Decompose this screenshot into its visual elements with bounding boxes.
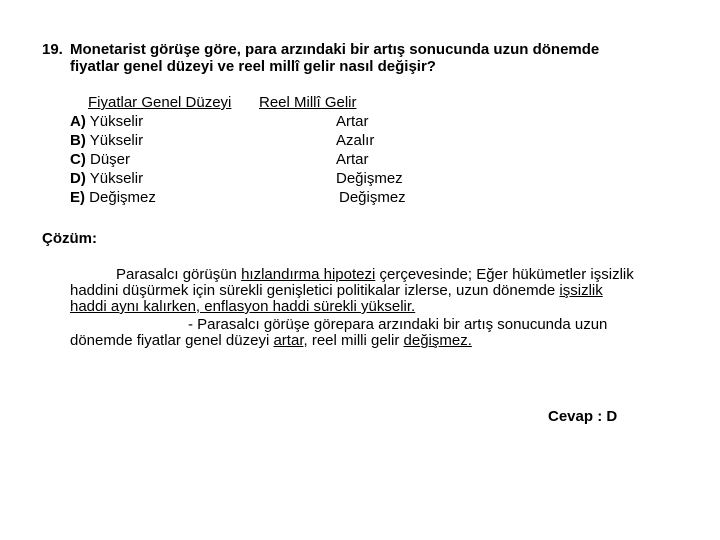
question-line-2: fiyatlar genel düzeyi ve reel millî gelir nasıl değişir? (70, 58, 436, 75)
option-col1: Yükselir (89, 113, 144, 130)
option-letter: B) (70, 132, 86, 149)
option-e-col2: Değişmez (339, 189, 406, 206)
option-letter: A) (70, 113, 86, 130)
solution-text: , reel milli gelir (303, 332, 404, 349)
solution-underlined: hızlandırma hipotezi (241, 266, 376, 283)
solution-line-4: - Parasalcı görüşe görepara arzındaki bir artış sonucunda uzun (188, 316, 608, 333)
solution-underlined: değişmez. (403, 332, 472, 349)
solution-text: çerçevesinde; Eğer hükümetler işsizlik (375, 266, 634, 283)
option-letter: C) (70, 151, 86, 168)
solution-text: dönemde fiyatlar genel düzeyi (70, 332, 274, 349)
option-b-col2: Azalır (336, 132, 375, 149)
option-letter: D) (70, 170, 86, 187)
solution-underlined: artar (273, 332, 304, 349)
solution-line-3: haddi aynı kalırken, enflasyon haddi sürekli yükselir. (70, 298, 416, 315)
option-col1: Düşer (90, 151, 131, 168)
question-line-1: Monetarist görüşe göre, para arzındaki bir artış sonucunda uzun dönemde (70, 41, 600, 58)
question-number: 19. (42, 41, 63, 58)
option-col1: Yükselir (89, 132, 144, 149)
solution-line-1 (116, 266, 634, 283)
option-d-col2: Değişmez (336, 170, 403, 187)
solution-heading: Çözüm: (42, 230, 97, 247)
option-d (70, 170, 143, 187)
header-real-income: Reel Millî Gelir (259, 94, 357, 111)
option-a-col2: Artar (336, 113, 369, 130)
solution-line-2 (70, 282, 603, 299)
option-letter: E) (70, 189, 85, 206)
solution-text: Parasalcı görüşün (116, 266, 242, 283)
option-a (70, 113, 143, 130)
option-b (70, 132, 143, 149)
solution-underlined: işsizlik (559, 282, 603, 299)
option-col1: Yükselir (89, 170, 144, 187)
header-price-level: Fiyatlar Genel Düzeyi (88, 94, 232, 111)
solution-line-5 (70, 332, 472, 349)
option-c-col2: Artar (336, 151, 369, 168)
option-e (70, 189, 156, 206)
option-c (70, 151, 130, 168)
option-col1: Değişmez (89, 189, 156, 206)
answer-label: Cevap : D (548, 408, 618, 425)
solution-text: haddini düşürmek için sürekli genişletici politikalar izlerse, uzun dönemde (70, 282, 560, 299)
